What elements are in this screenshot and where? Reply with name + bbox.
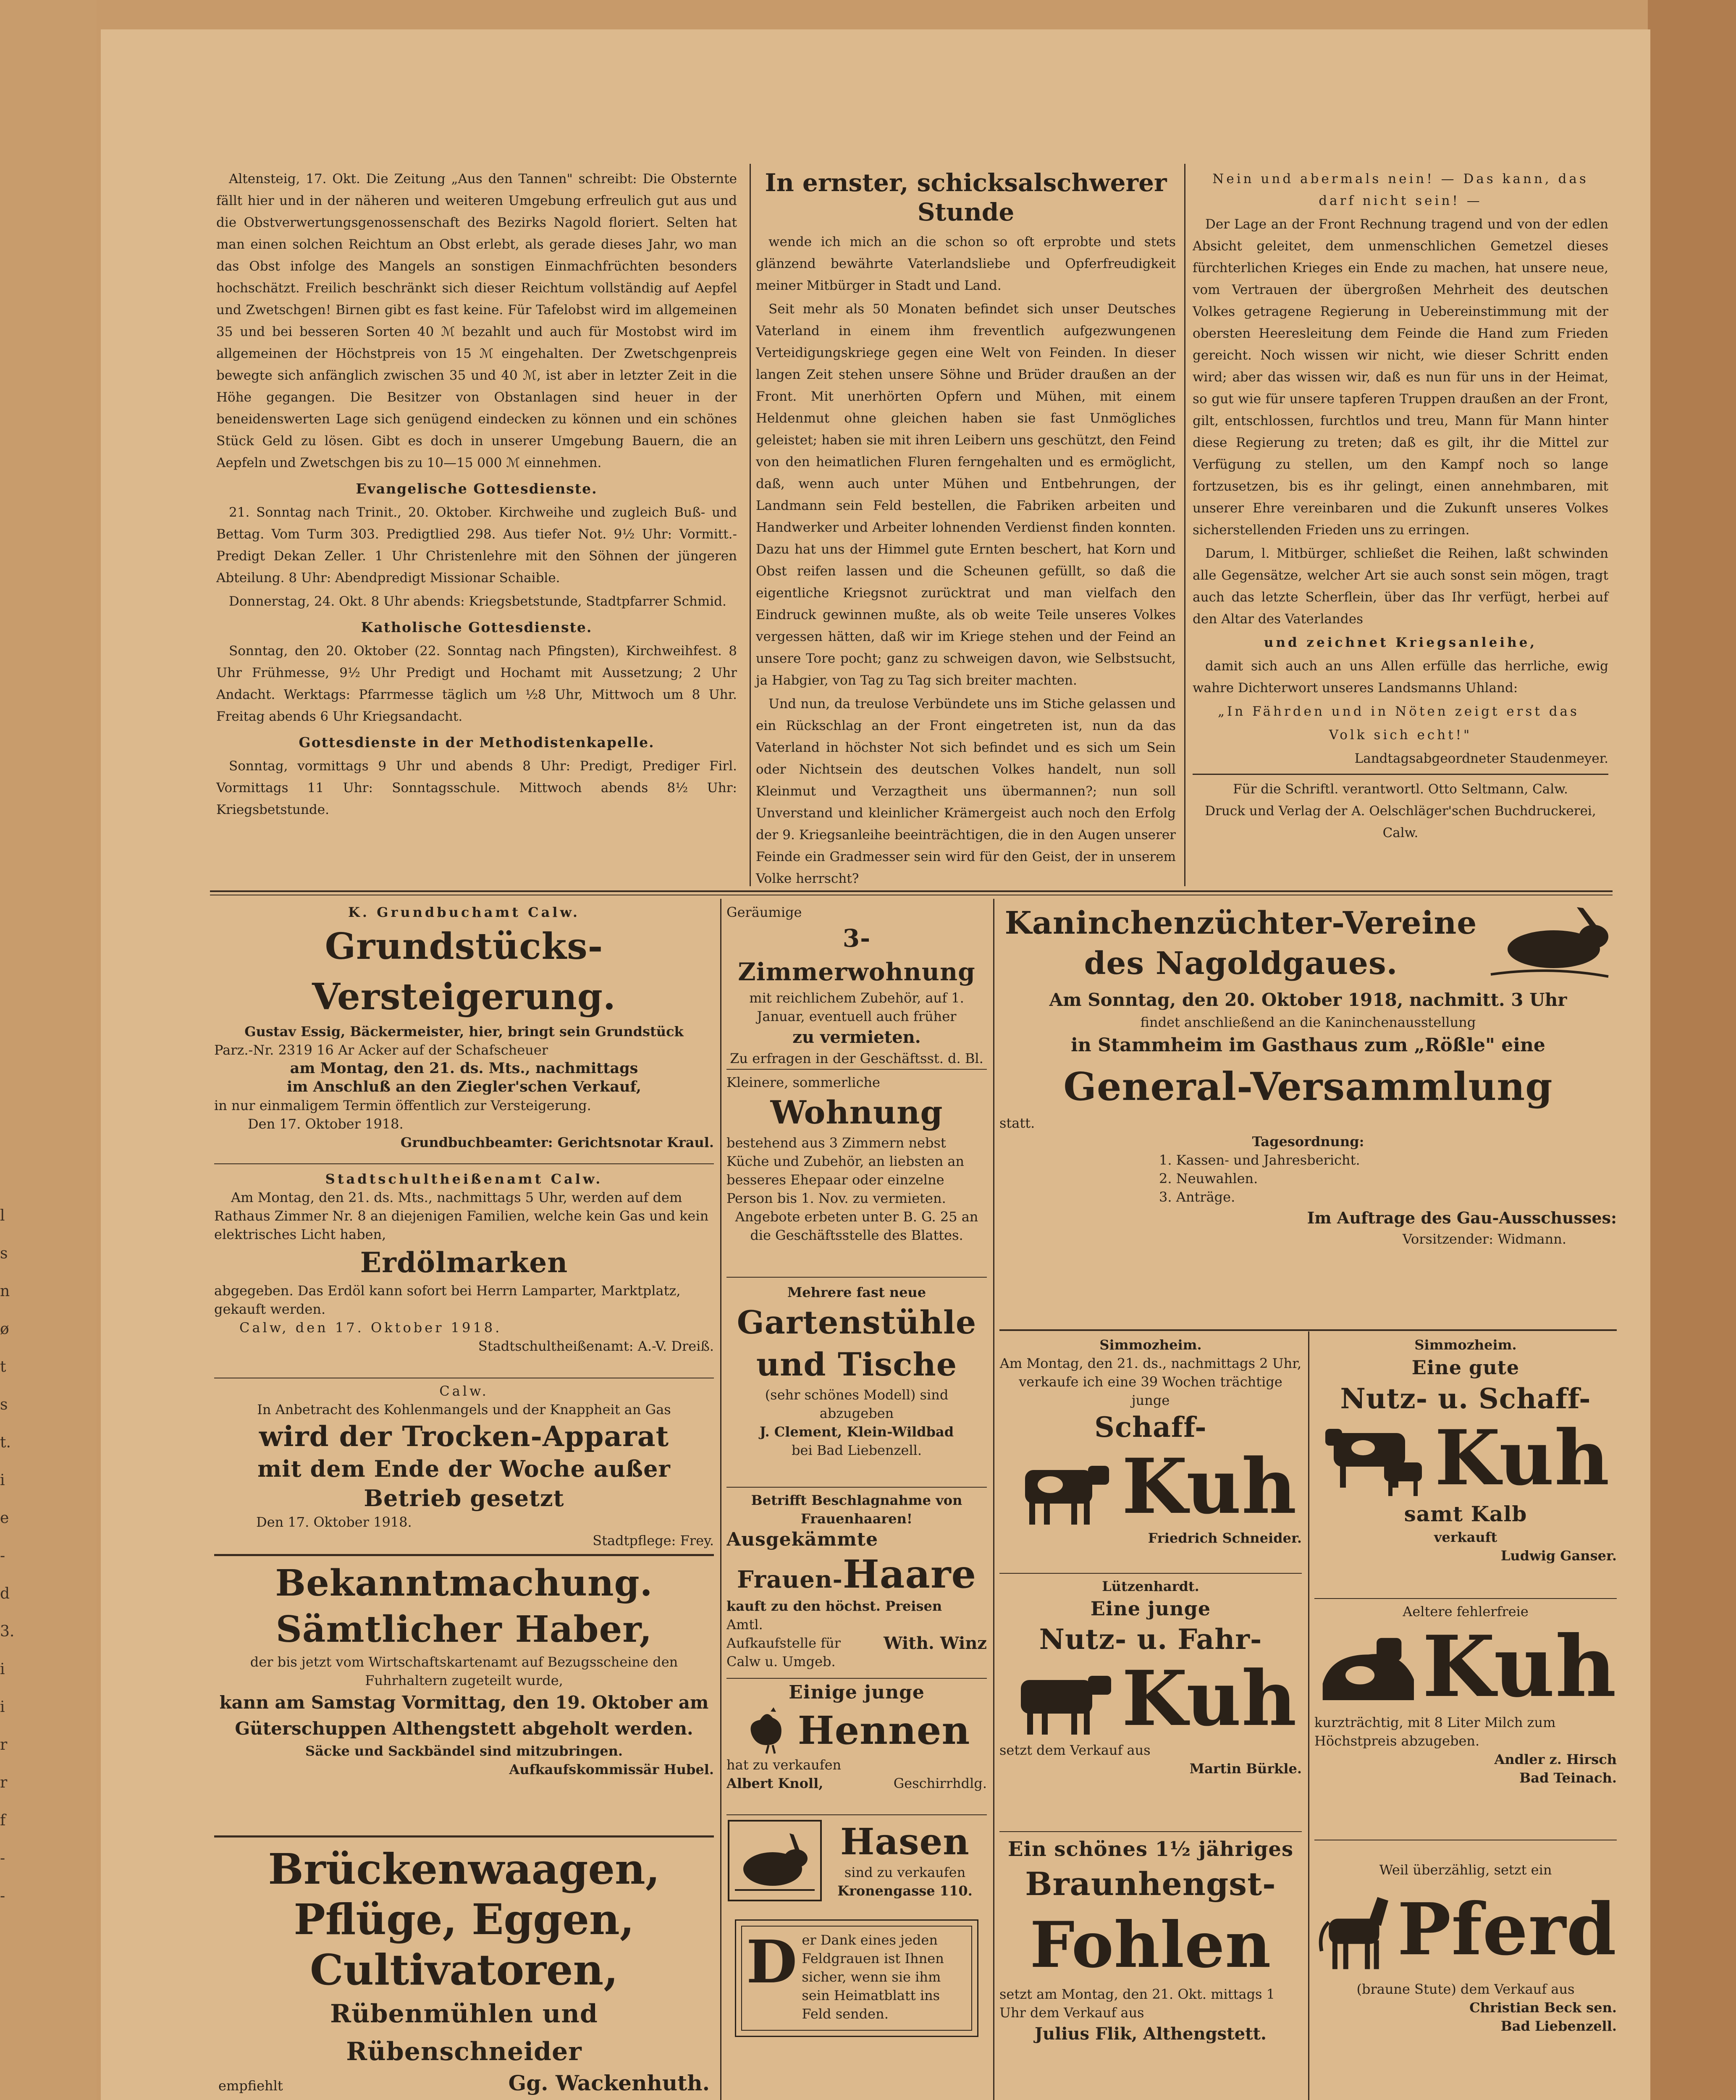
garten-l3: bei Bad Liebenzell. bbox=[792, 1442, 922, 1458]
article-kriegsanleihe-cont bbox=[1193, 168, 1608, 844]
haber-t2: Sämtlicher Haber, bbox=[275, 1608, 653, 1651]
grundbuch-sign: Grundbuchbeamter: Gerichtsnotar Kraul. bbox=[400, 1134, 714, 1150]
kaninchen-item-3: 3. Anträge. bbox=[1159, 1189, 1235, 1205]
kaninchen-l3: in Stammheim im Gasthaus zum „Rößle" eine bbox=[1071, 1034, 1545, 1056]
imprint-line-2: Druck und Verlag der A. Oelschläger'schen Buchdruckerei, Calw. bbox=[1205, 803, 1596, 840]
schaffkuh-t2: Kuh bbox=[1122, 1442, 1297, 1531]
article-kriegsanleihe bbox=[756, 168, 1176, 891]
dank-initial: D bbox=[746, 1928, 798, 1997]
ad-divider bbox=[214, 1163, 714, 1164]
ad-grundstuecks-versteigerung bbox=[214, 903, 714, 1163]
haber-l4: Säcke und Sackbändel sind mitzubringen. bbox=[305, 1743, 623, 1759]
grundbuch-l4: im Anschluß an den Ziegler'schen Verkauf, bbox=[287, 1078, 641, 1095]
ad-erdoelmarken bbox=[214, 1170, 714, 1376]
kuh3-sign1: Andler z. Hirsch bbox=[1494, 1751, 1617, 1767]
column-rule bbox=[750, 164, 751, 886]
ad-gartenstuehle bbox=[726, 1283, 987, 1485]
imprint-line-1: Für die Schriftl. verantwortl. Otto Seltmann, Calw. bbox=[1233, 782, 1568, 797]
haber-l1: der bis jetzt vom Wirtschaftskartenamt auf Bezugsscheine den Fuhrhaltern zugeteilt wurde, bbox=[250, 1654, 678, 1688]
margin-letter: l bbox=[0, 1207, 5, 1224]
nutzkuh-head: Simmozheim. bbox=[1414, 1337, 1517, 1353]
schaffkuh-l1: Am Montag, den 21. ds., nachmittags 2 Uhr, verkaufe ich eine 39 Wochen trächtige junge bbox=[999, 1355, 1302, 1408]
margin-letter: 3. bbox=[0, 1623, 15, 1640]
hasen-l2: Kronengasse 110. bbox=[837, 1883, 973, 1899]
wacken-sign: Gg. Wackenhuth. bbox=[508, 2071, 710, 2095]
zimmer-pre: Geräumige bbox=[726, 904, 802, 920]
fahrkuh-sign: Martin Bürkle. bbox=[1189, 1761, 1302, 1777]
pferd-title: Pferd bbox=[1397, 1887, 1617, 1971]
kaninchen-t1: Kaninchenzüchter-Vereine bbox=[1004, 905, 1477, 941]
haare-l3: Amtl. Aufkaufstelle für Calw u. Umgeb. bbox=[726, 1617, 841, 1670]
ad-hennen bbox=[726, 1680, 987, 1814]
haber-l2: kann am Samstag Vormittag, den 19. Oktober am bbox=[219, 1692, 709, 1713]
garten-t1: Gartenstühle bbox=[737, 1304, 977, 1341]
horse-icon bbox=[1314, 1879, 1397, 1980]
fohlen-t2: Fohlen bbox=[1030, 1908, 1272, 1982]
grundbuch-l1: Gustav Essig, Bäckermeister, hier, bringt sein Grundstück bbox=[244, 1024, 684, 1040]
haare-title bbox=[726, 1551, 987, 1597]
page-edge-band bbox=[1648, 0, 1736, 2100]
schaffkuh-t1: Schaff- bbox=[1094, 1411, 1207, 1444]
rabbit-icon bbox=[726, 1819, 823, 1903]
previous-page-strip bbox=[0, 0, 97, 2100]
ad-haber bbox=[214, 1560, 714, 1833]
wohnung-title: Wohnung bbox=[770, 1094, 943, 1131]
heading-methodisten: Gottesdienste in der Methodistenkapelle. bbox=[299, 734, 655, 751]
trocken-head: Calw. bbox=[439, 1383, 489, 1399]
haare-l2: kauft zu den höchst. Preisen bbox=[726, 1598, 942, 1614]
ad-divider bbox=[726, 1814, 987, 1815]
kaninchen-statt: statt. bbox=[999, 1115, 1035, 1131]
haare-t1: Frauen- bbox=[737, 1566, 843, 1593]
margin-letters bbox=[0, 1197, 17, 1915]
margin-letter: i bbox=[0, 1698, 5, 1716]
fahrkuh-pre: Eine junge bbox=[1090, 1597, 1211, 1620]
nutzkuh-t1: Nutz- u. Schaff- bbox=[1340, 1382, 1591, 1415]
erdoel-text: Am Montag, den 21. ds. Mts., nachmittags 5 Uhr, werden auf dem Rathaus Zimmer Nr. 8 an diejenigen Familien, welche kein Gas und kein elektrisches Licht haben, bbox=[214, 1189, 709, 1242]
haare-l1: Ausgekämmte bbox=[726, 1529, 878, 1550]
fahrkuh-l1: setzt dem Verkauf aus bbox=[999, 1742, 1151, 1758]
ad-divider bbox=[1314, 1598, 1617, 1599]
pferd-sign1: Christian Beck sen. bbox=[1469, 2000, 1617, 2016]
zimmer-l2: zu vermieten. bbox=[792, 1027, 921, 1047]
fohlen-l1: setzt am Montag, den 21. Okt. mittags 1 Uhr dem Verkauf aus bbox=[999, 1986, 1275, 2021]
trocken-date: Den 17. Oktober 1918. bbox=[256, 1514, 412, 1530]
margin-letter: - bbox=[0, 1850, 5, 1867]
wacken-footer bbox=[214, 2071, 714, 2095]
hasen-l1: sind zu verkaufen bbox=[844, 1864, 966, 1880]
fohlen-pre: Ein schönes 1½ jähriges bbox=[1008, 1838, 1293, 1861]
uhland-quote-2: Volk sich echt!" bbox=[1329, 727, 1472, 743]
kaninchen-t2: des Nagoldgaues. bbox=[1084, 945, 1398, 982]
kuh3-l1: kurzträchtig, mit 8 Liter Milch zum Höchstpreis abzugeben. bbox=[1314, 1714, 1556, 1749]
column-rule bbox=[1184, 164, 1185, 886]
kaninchen-titles bbox=[999, 903, 1482, 984]
text-evangelisch: 21. Sonntag nach Trinit., 20. Oktober. Kirchweihe und zugleich Buß- und Bettag. Vom Turm 303. Predigtlied 298. Aus tiefer Not. 9½ Uhr: Vormitt.-Predigt Dekan Zeller. 1 Uhr Christenlehre mit den Söhnen der jüngeren Abteilung. 8 Uhr: Abendpredigt Missionar Schaible. bbox=[216, 505, 737, 585]
hennen-l1: hat zu verkaufen bbox=[726, 1757, 842, 1773]
kaninchen-t3: General-Versammlung bbox=[1063, 1064, 1553, 1109]
margin-letter: t bbox=[0, 1358, 6, 1376]
wacken-l3: Cultivatoren, bbox=[309, 1945, 619, 1995]
margin-letter: d bbox=[0, 1585, 10, 1602]
garten-pre: Mehrere fast neue bbox=[787, 1284, 926, 1300]
ad-divider bbox=[726, 1277, 987, 1278]
kaninchen-l2: findet anschließend an die Kaninchenausstellung bbox=[1140, 1014, 1476, 1030]
hasen-title: Hasen bbox=[840, 1821, 970, 1863]
margin-letter: t. bbox=[0, 1434, 11, 1451]
ad-wohnung bbox=[726, 1073, 987, 1275]
zimmer-l3: Zu erfragen in der Geschäftsst. d. Bl. bbox=[730, 1050, 983, 1066]
cow-icon bbox=[1004, 1445, 1122, 1529]
trocken-text: In Anbetracht des Kohlenmangels und der Knappheit an Gas bbox=[257, 1402, 671, 1418]
hennen-title-row bbox=[726, 1705, 987, 1756]
haare-footer bbox=[726, 1615, 987, 1671]
grundbuch-title: Grundstücks-Versteigerung. bbox=[312, 925, 616, 1018]
grundbuch-head: K. Grundbuchamt Calw. bbox=[348, 904, 580, 920]
cont-para-1: Der Lage an der Front Rechnung tragend und von der edlen Absicht geleitet, dem unmenschlichen Gemetzel dieses fürchterlichen Krieges ein Ende zu machen, hat unsere neue, vom Vertrauen der übergroßen Mehrheit des deutschen Volkes getragene Regierung in Uebereinstimmung mit der obersten Heeresleitung dem Feinde die Hand zum Frieden gereicht. Noch wissen wir nicht, wie dieser Schritt enden wird; aber das wissen wir, daß es nun für uns in der Heimat, so gut wie für unsere tapferen Truppen draußen an der Front, gilt, entschlossen, furchtlos und treu, Mann für Mann hinter diese Regierung zu treten; daß es gilt, ihr die Mittel zur Verfügung zu stellen, um den Kampf noch so lange fortzusetzen, bis es ihr gelingt, einen annehmbaren, mit unserer Ehre vereinbaren und die Zukunft unseres Volkes sicherstellenden Frieden uns zu erringen. bbox=[1193, 217, 1608, 538]
ad-pferd bbox=[1314, 1844, 1617, 2100]
hasen-row bbox=[726, 1819, 987, 1903]
nutzkuh-sign: Ludwig Ganser. bbox=[1500, 1548, 1617, 1564]
ad-wackenhuth bbox=[214, 1844, 714, 2100]
ad-nutz-fahr-kuh bbox=[999, 1577, 1302, 1829]
margin-letter: s bbox=[0, 1245, 8, 1262]
schaffkuh-head: Simmozheim. bbox=[1099, 1337, 1202, 1353]
heading-evangelisch: Evangelische Gottesdienste. bbox=[356, 480, 598, 497]
kaninchen-item-1: 1. Kassen- und Jahresbericht. bbox=[1159, 1152, 1360, 1168]
margin-letter: s bbox=[0, 1396, 8, 1413]
ad-feldgrauen-dank bbox=[735, 1919, 978, 2037]
kaninchen-to: Tagesordnung: bbox=[1252, 1134, 1364, 1150]
kuh3-t1: Kuh bbox=[1422, 1617, 1617, 1716]
erdoel-head: Stadtschultheißenamt Calw. bbox=[325, 1171, 603, 1187]
ad-divider bbox=[999, 1831, 1302, 1832]
ad-braunhengst-fohlen bbox=[999, 1835, 1302, 2100]
garten-l2: J. Clement, Klein-Wildbad bbox=[759, 1424, 954, 1440]
zimmer-l1: mit reichlichem Zubehör, auf 1. Januar, eventuell auch früher bbox=[749, 990, 964, 1024]
kaninchen-header bbox=[999, 903, 1617, 987]
newspaper-page bbox=[101, 29, 1650, 2100]
ad-divider bbox=[214, 1835, 714, 1838]
ad-kaninchenzuechter bbox=[999, 903, 1617, 1327]
wohnung-pre: Kleinere, sommerliche bbox=[726, 1074, 880, 1090]
hennen-footer bbox=[726, 1774, 987, 1793]
ad-aeltere-kuh bbox=[1314, 1602, 1617, 1838]
text-methodisten: Sonntag, vormittags 9 Uhr und abends 8 Uhr: Predigt, Prediger Firl. Vormittags 11 Uhr: Sonntagsschule. Mittwoch abends 8½ Uhr: Kriegsbetstunde. bbox=[216, 759, 737, 817]
wacken-pre: empfiehlt bbox=[218, 2078, 283, 2094]
zeichnet-kriegsanleihe: und zeichnet Kriegsanleihe, bbox=[1264, 635, 1537, 650]
ad-divider bbox=[999, 1573, 1302, 1574]
pferd-sign2: Bad Liebenzell. bbox=[1500, 2018, 1617, 2034]
margin-letter: - bbox=[0, 1887, 5, 1905]
trocken-t2: mit dem Ende der Woche außer Betrieb gesetzt bbox=[257, 1455, 671, 1512]
hennen-pre: Einige junge bbox=[789, 1682, 925, 1703]
ad-column-rule bbox=[993, 899, 994, 2100]
margin-letter: - bbox=[0, 1547, 5, 1564]
schaffkuh-sign: Friedrich Schneider. bbox=[1148, 1530, 1302, 1546]
margin-letter: ø bbox=[0, 1320, 9, 1338]
grundbuch-l3: am Montag, den 21. ds. Mts., nachmittags bbox=[290, 1060, 638, 1077]
ad-divider bbox=[999, 1329, 1617, 1331]
margin-letter: i bbox=[0, 1661, 5, 1678]
ad-schaff-kuh bbox=[999, 1336, 1302, 1571]
hennen-sign1: Albert Knoll, bbox=[726, 1775, 823, 1791]
wacken-l1: Brückenwaagen, bbox=[268, 1844, 660, 1894]
margin-letter: r bbox=[0, 1736, 8, 1754]
fohlen-t1: Braunhengst- bbox=[1025, 1865, 1276, 1903]
fohlen-sign: Julius Flik, Althengstett. bbox=[1035, 2024, 1267, 2044]
grundbuch-l5: in nur einmaligem Termin öffentlich zur Versteigerung. bbox=[214, 1097, 591, 1113]
cont-para-3: damit sich auch an uns Allen erfülle das herrliche, ewig wahre Dichterwort unseres Landsmanns Uhland: bbox=[1193, 659, 1608, 696]
kuh3-sign2: Bad Teinach. bbox=[1519, 1770, 1617, 1786]
schaffkuh-row bbox=[999, 1442, 1302, 1531]
haber-t1: Bekanntmachung. bbox=[275, 1562, 653, 1604]
wacken-l4: Rübenmühlen und Rübenschneider bbox=[330, 1999, 598, 2066]
nutzkuh-pre: Eine gute bbox=[1411, 1356, 1520, 1379]
kaninchen-sign2: Vorsitzender: Widmann. bbox=[1402, 1231, 1566, 1247]
grundbuch-l2: Parz.-Nr. 2319 16 Ar Acker auf der Schafscheuer bbox=[214, 1042, 548, 1058]
kaninchen-sign1: Im Auftrage des Gau-Ausschusses: bbox=[1307, 1208, 1617, 1227]
nutzkuh-t2: Kuh bbox=[1434, 1414, 1610, 1502]
haber-l3: Güterschuppen Althengstett abgeholt werden. bbox=[235, 1718, 693, 1739]
hasen-text bbox=[823, 1821, 987, 1900]
margin-letter: r bbox=[0, 1774, 8, 1791]
headline-ernste-stunde: In ernster, schicksalschwerer Stunde bbox=[765, 168, 1167, 226]
nutzkuh-l2: verkauft bbox=[1434, 1529, 1497, 1545]
dank-inner bbox=[741, 1926, 972, 2031]
trocken-t1: wird der Trocken-Apparat bbox=[259, 1420, 669, 1453]
cow-icon bbox=[1004, 1659, 1122, 1739]
ad-divider bbox=[214, 1554, 714, 1556]
nutzkuh-l1: samt Kalb bbox=[1404, 1502, 1527, 1526]
article-obsternte-text: Altensteig, 17. Okt. Die Zeitung „Aus den Tannen" schreibt: Die Obsternte fällt hier und in der näheren und weiteren Umgebung erfreulich gut aus und die Obstverwertungsgenossenschaft des Bezirks Nagold floriert. Selten hat man einen solchen Reichtum an Obst erlebt, als gerade dieses Jahr, wo man das Obst infolge des Mangels an sonstigen Einmachfrüchten besonders hochschätzt. Freilich beschränkt sich dieser Reichtum vollständig auf Aepfel und Zwetschgen! Birnen gibt es fast keine. Für Tafelobst wird im allgemeinen 35 und bei besseren Sorten 40 ℳ bezahlt und auch für Mostobst wird im allgemeinen der Höchstpreis von 15 ℳ eingehalten. Der Zwetschgenpreis bewegte sich anfänglich zwischen 35 und 40 ℳ, ist aber in letzter Zeit in die Höhe gegangen. Die Besitzer von Obstanlagen sind heuer in der beneidenswerten Lage sich genügend eindecken zu können und ein schönes Stück Geld zu lösen. Gibt es doch in unserer Umgebung Bauern, die an Aepfeln und Zwetschgen bis zu 10—15 000 ℳ einnehmen. bbox=[216, 171, 737, 470]
opening-nein: Nein und abermals nein! — Das kann, das darf nicht sein! — bbox=[1212, 171, 1589, 208]
dank-text: er Dank eines jeden Feldgrauen ist Ihnen sicher, wenn sie ihm sein Heimatblatt ins Feld senden. bbox=[802, 1932, 944, 2022]
kuh3-row bbox=[1314, 1617, 1617, 1716]
margin-letter: i bbox=[0, 1472, 5, 1489]
text-katholisch: Sonntag, den 20. Oktober (22. Sonntag nach Pfingsten), Kirchweihfest. 8 Uhr Frühmesse, 9½ Uhr Predigt und Hochamt mit Aussetzung; 2 Uhr Andacht. Werktags: Pfarrmesse täglich um ½8 Uhr, Mittwoch um 8 Uhr. Freitag abends 6 Uhr Kriegsandacht. bbox=[216, 643, 737, 724]
trocken-sign: Stadtpflege: Frey. bbox=[593, 1533, 714, 1549]
margin-letter: f bbox=[0, 1812, 6, 1829]
ad-nutz-schaff-kuh bbox=[1314, 1336, 1617, 1596]
uhland-quote-1: „In Fährden und in Nöten zeigt erst das bbox=[1218, 704, 1579, 719]
article-obsternte bbox=[216, 168, 737, 822]
nutzkuh-row bbox=[1314, 1416, 1617, 1500]
garten-l1: (sehr schönes Modell) sind abzugeben bbox=[765, 1387, 949, 1421]
ad-trocken-apparat bbox=[214, 1382, 714, 1550]
hennen-sign2: Geschirrhdlg. bbox=[893, 1775, 987, 1791]
pferd-row bbox=[1314, 1879, 1617, 1980]
rabbit-illustration-icon bbox=[1482, 903, 1617, 987]
erdoel-date: Calw, den 17. Oktober 1918. bbox=[239, 1320, 502, 1336]
wohnung-l1: bestehend aus 3 Zimmern nebst Küche und Zubehör, an liebsten an besseres Ehepaar oder einzelne Person bis 1. Nov. zu vermieten. bbox=[726, 1135, 965, 1206]
haber-sign: Aufkaufskommissär Hubel. bbox=[509, 1761, 714, 1777]
ad-column-rule bbox=[1308, 1331, 1309, 2100]
kriegsanleihe-para-1: wende ich mich an die schon so oft erprobte und stets glänzend bewährte Vaterlandsliebe und Opferfreudigkeit meiner Mitbürger in Stadt und Land. bbox=[756, 234, 1176, 293]
wohnung-l2: Angebote erbeten unter B. G. 25 an die Geschäftsstelle des Blattes. bbox=[735, 1209, 978, 1243]
zimmer-title: 3-Zimmerwohnung bbox=[738, 924, 976, 986]
garten-t2: und Tische bbox=[756, 1346, 957, 1383]
margin-letter: e bbox=[0, 1509, 9, 1527]
margin-letter: n bbox=[0, 1283, 10, 1300]
hennen-title: Hennen bbox=[797, 1708, 970, 1753]
kriegsanleihe-para-3: Und nun, da treulose Verbündete uns im Stiche gelassen und ein Rückschlag an der Front eingetreten ist, nun da das Vaterland in höchster Not sich befindet und es sich um Sein oder Nichtsein des deutschen Volkes handelt, nun soll Kleinmut und Verzagtheit uns übermannen?; nun soll Unverstand und kleinlicher Krämergeist auch noch den Erfolg der 9. Kriegsanleihe beeinträchtigen, die in den Augen unserer Feinde ein Gradmesser sein wird für den Geist, der in unserem Volke herrscht? bbox=[756, 696, 1176, 886]
ad-divider bbox=[726, 1487, 987, 1488]
fahrkuh-t2: Kuh bbox=[1122, 1654, 1297, 1743]
wacken-l2: Pflüge, Eggen, bbox=[294, 1895, 635, 1944]
signature-staudenmeyer: Landtagsabgeordneter Staudenmeyer. bbox=[1354, 751, 1608, 766]
kriegsanleihe-para-2: Seit mehr als 50 Monaten befindet sich unser Deutsches Vaterland in einem ihm freventlich aufgezwungenen Verteidigungskriege gegen eine Welt von Feinden. In dieser langen Zeit stehen unsere Söhne und Brüder draußen an der Front. Mit unerhörten Opfern und Mühen, mit einem Heldenmut ohne gleichen haben sie fast Unmögliches geleistet; haben sie mit ihren Leibern uns geschützt, den Feind von den heimatlichen Fluren ferngehalten und es ermöglicht, daß, wenn auch unter Mühen und Entbehrungen, der Landmann sein Feld bestellen, die Fabriken arbeiten und Handwerker und Arbeiter lohnenden Verdienst finden konnten. Dazu hat uns der Himmel gute Ernten beschert, hat Korn und Obst reifen lassen und die Scheunen gefüllt, so daß die eigentliche Kriegsnot zurücktrat und man vielfach den Eindruck gewinnen mußte, als ob weite Teile unseres Volkes vergessen hätten, daß wir im Kriege stehen und der Feind an unsere Tore pocht; ganz zu schweigen davon, wie Selbstsucht, ja Habgier, von Tag zu Tag sich breiter machten. bbox=[756, 302, 1176, 688]
hen-icon bbox=[743, 1705, 789, 1756]
pferd-pre: Weil überzählig, setzt ein bbox=[1379, 1862, 1552, 1878]
ad-column-rule bbox=[720, 899, 721, 2100]
cont-para-2: Darum, l. Mitbürger, schließet die Reihen, laßt schwinden alle Gegensätze, welcher Art sie auch sonst sein mögen, tragt auch das letzte Scherflein, über das Ihr verfügt, herbei auf den Altar des Vaterlandes bbox=[1193, 546, 1608, 627]
ad-hasen bbox=[726, 1819, 987, 1919]
erdoel-title: Erdölmarken bbox=[360, 1246, 568, 1279]
text-evangelisch-2: Donnerstag, 24. Okt. 8 Uhr abends: Kriegsbetstunde, Stadtpfarrer Schmid. bbox=[229, 594, 726, 609]
ad-frauenhaare bbox=[726, 1491, 987, 1676]
kuh3-pre: Aeltere fehlerfreie bbox=[1403, 1604, 1529, 1620]
cow-lying-icon bbox=[1314, 1621, 1422, 1713]
pferd-l1: (braune Stute) dem Verkauf aus bbox=[1356, 1981, 1575, 1997]
fahrkuh-t1: Nutz- u. Fahr- bbox=[1039, 1623, 1262, 1656]
kaninchen-l1: Am Sonntag, den 20. Oktober 1918, nachmitt. 3 Uhr bbox=[1049, 990, 1567, 1010]
ad-divider bbox=[726, 1069, 987, 1070]
fahrkuh-head: Lützenhardt. bbox=[1102, 1578, 1199, 1594]
haare-t2: Haare bbox=[842, 1551, 977, 1597]
ad-3-zimmerwohnung bbox=[726, 903, 987, 1067]
fahrkuh-row bbox=[999, 1654, 1302, 1743]
cow-with-calf-icon bbox=[1321, 1416, 1434, 1500]
heading-katholisch: Katholische Gottesdienste. bbox=[361, 619, 593, 635]
separator-line bbox=[210, 890, 1613, 892]
haare-sign: With. Winz bbox=[883, 1633, 987, 1653]
kaninchen-item-2: 2. Neuwahlen. bbox=[1159, 1171, 1258, 1186]
imprint bbox=[1193, 774, 1608, 844]
erdoel-sign: Stadtschultheißenamt: A.-V. Dreiß. bbox=[478, 1338, 714, 1354]
ad-divider bbox=[726, 1678, 987, 1679]
haare-pre: Betrifft Beschlagnahme von Frauenhaaren! bbox=[751, 1492, 962, 1527]
grundbuch-date: Den 17. Oktober 1918. bbox=[248, 1116, 404, 1132]
erdoel-text2: abgegeben. Das Erdöl kann sofort bei Herrn Lamparter, Marktplatz, gekauft werden. bbox=[214, 1283, 681, 1317]
